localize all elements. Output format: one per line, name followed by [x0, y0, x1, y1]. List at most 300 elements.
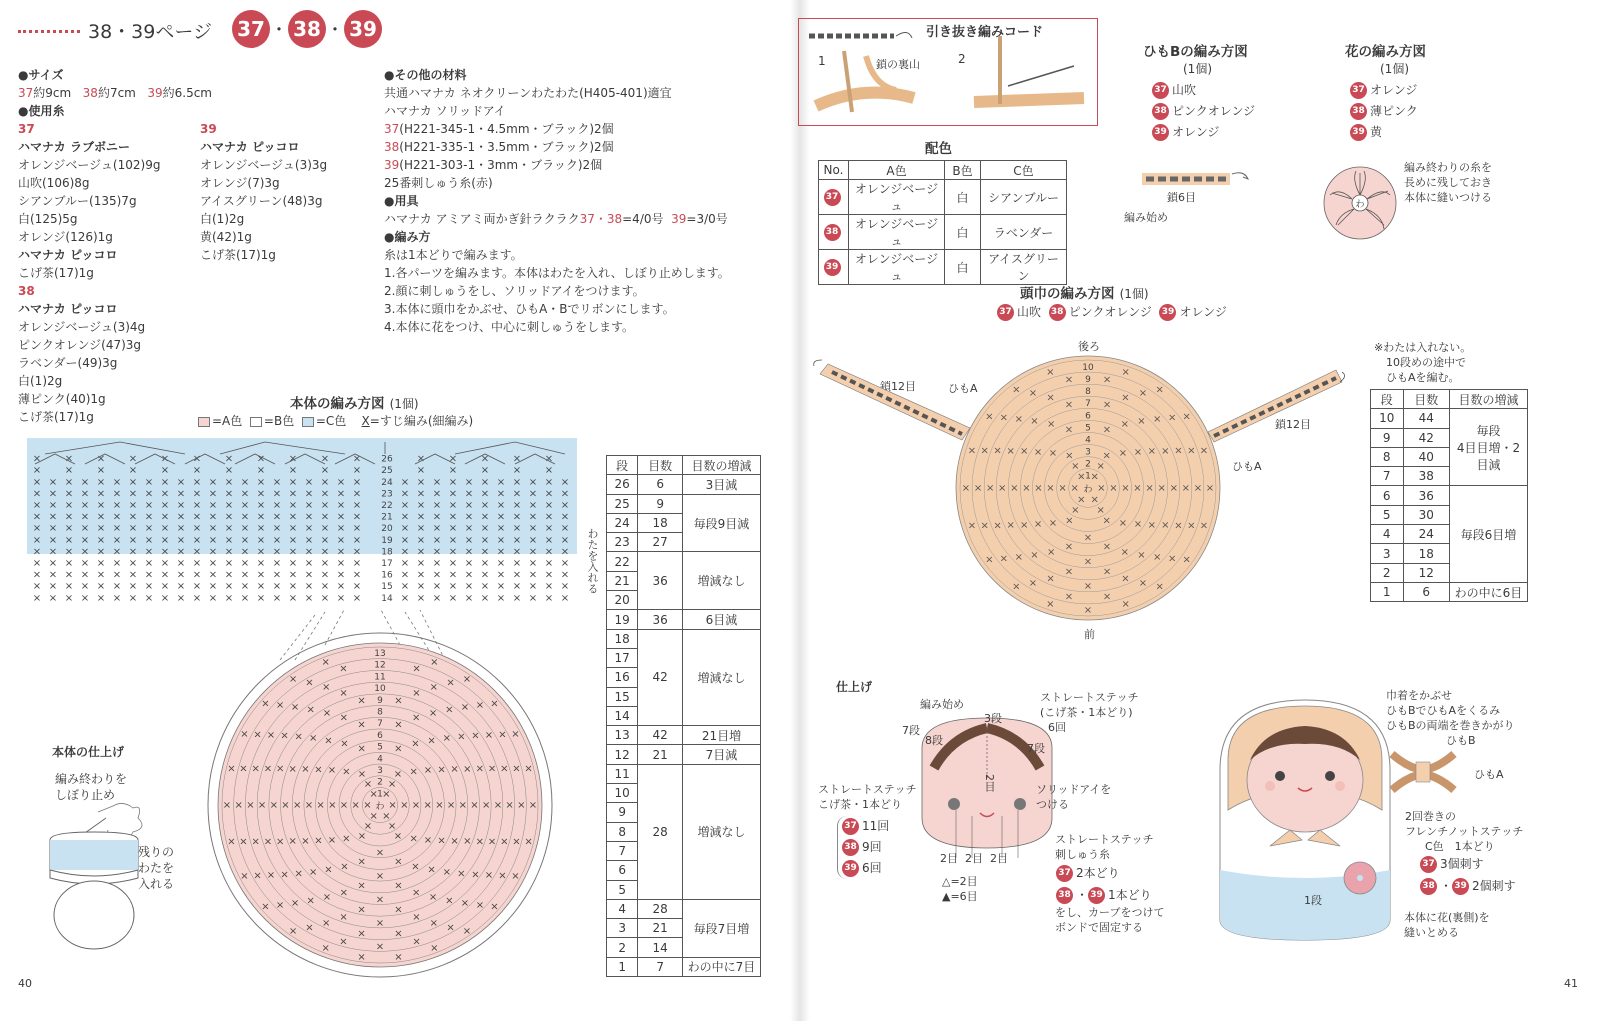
- stitch-mark: ×: [64, 558, 74, 569]
- stitch-mark: ×: [272, 488, 282, 500]
- stitch-mark: ×: [1083, 580, 1093, 592]
- stitch-mark: ×: [448, 500, 458, 511]
- stitch-mark: ×: [1181, 483, 1190, 494]
- stitch-mark: ×: [160, 569, 170, 581]
- table-cell: 2: [1371, 563, 1404, 582]
- stitch-mark: ×: [80, 500, 90, 511]
- flower-note: 編み終わりの糸を 長めに残しておき 本体に縫いつける: [1404, 161, 1492, 204]
- stitch-mark: ×: [363, 821, 373, 832]
- stitch-mark: ×: [342, 833, 351, 845]
- stitch-mark: ×: [512, 581, 522, 593]
- hood-front-label: 前: [1084, 628, 1095, 641]
- stitch-mark: ×: [208, 592, 218, 604]
- table-cell: 9: [1371, 428, 1404, 447]
- stitch-mark: ×: [1187, 520, 1196, 532]
- stitch-mark: ×: [48, 546, 58, 558]
- stitch-mark: ×: [400, 534, 410, 546]
- stitch-mark: ×: [387, 821, 397, 832]
- stitch-mark: ×: [1030, 550, 1039, 562]
- stitch-mark: ×: [482, 800, 491, 811]
- table-row: [607, 552, 761, 571]
- hood-rows-table: [1370, 389, 1528, 602]
- stitch-mark: ×: [480, 488, 490, 500]
- stitch-mark: ×: [400, 592, 410, 604]
- stitch-mark: ×: [1118, 448, 1128, 459]
- stitch-mark: ×: [336, 500, 346, 511]
- row-number: 17: [381, 559, 393, 569]
- stitch-mark: ×: [1174, 520, 1183, 532]
- stitch-mark: ×: [429, 682, 438, 694]
- table-cell: 28: [638, 764, 683, 899]
- table-row: [607, 726, 761, 745]
- stitch-mark: ×: [416, 453, 426, 465]
- stitch-mark: ×: [487, 836, 497, 848]
- stitch-mark: ×: [357, 951, 366, 963]
- stitch-mark: ×: [1083, 556, 1093, 568]
- stitch-mark: ×: [304, 534, 314, 546]
- table-cell: 36: [638, 610, 683, 629]
- stitch-mark: ×: [336, 558, 346, 569]
- stitch-mark: ×: [1048, 518, 1058, 529]
- stitch-mark: ×: [276, 763, 285, 775]
- stitch-mark: ×: [432, 581, 442, 593]
- table-cell: 20: [607, 591, 638, 610]
- face-row7-right: 7段: [1027, 742, 1045, 755]
- stitch-mark: ×: [464, 500, 474, 511]
- stitch-mark: ×: [64, 476, 74, 488]
- stitch-mark: ×: [144, 558, 154, 569]
- stitch-mark: ×: [256, 581, 266, 593]
- stitch-mark: ×: [484, 870, 494, 882]
- stitch-mark: ×: [998, 483, 1007, 494]
- stitch-mark: ×: [1014, 552, 1023, 564]
- face-stitch2: ストレートステッチ こげ茶・1本どり: [818, 783, 917, 811]
- stitch-mark: ×: [528, 511, 538, 523]
- stitch-mark: ×: [306, 704, 315, 716]
- table-cell: 38: [1403, 467, 1450, 486]
- stitch-mark: ×: [1121, 573, 1130, 585]
- stitch-mark: ×: [339, 687, 348, 699]
- stitch-mark: ×: [306, 895, 315, 907]
- stitch-mark: ×: [80, 558, 90, 569]
- stitch-mark: ×: [240, 871, 249, 883]
- stitch-mark: ×: [352, 511, 362, 523]
- table-cell: 23: [607, 533, 638, 552]
- table-cell: 1: [607, 957, 638, 976]
- stitch-mark: ×: [560, 592, 570, 604]
- stitch-mark: ×: [160, 546, 170, 558]
- body-finish-note2: 残りの わたを 入れる: [138, 845, 175, 891]
- right-page-number: 41: [1564, 977, 1578, 990]
- stitch-mark: ×: [1133, 446, 1143, 458]
- stitch-mark: ×: [528, 500, 538, 511]
- stitch-mark: ×: [446, 922, 455, 934]
- stitch-mark: ×: [363, 800, 372, 811]
- stitch-mark: ×: [339, 887, 348, 899]
- stitch-mark: ×: [280, 869, 289, 881]
- stitch-mark: ×: [240, 511, 250, 523]
- stitch-mark: ×: [1048, 448, 1058, 459]
- stitch-mark: ×: [240, 592, 250, 604]
- stitch-mark: ×: [1145, 483, 1154, 494]
- table-cell: 27: [638, 533, 683, 552]
- stitch-mark: ×: [320, 581, 330, 593]
- stitch-mark: ×: [352, 592, 362, 604]
- stitch-mark: ×: [1006, 445, 1015, 457]
- row-number: 6: [377, 730, 383, 741]
- table-cell: 5: [607, 880, 638, 899]
- stitch-mark: ×: [112, 569, 122, 581]
- stitch-mark: ×: [176, 581, 186, 593]
- stitch-mark: ×: [412, 912, 421, 924]
- stitch-mark: ×: [512, 534, 522, 546]
- cord-label: 鎖の裏山: [876, 58, 920, 71]
- stitch-mark: ×: [544, 534, 554, 546]
- table-row: [1371, 409, 1528, 428]
- table-cell: 36: [638, 552, 683, 610]
- stitch-mark: ×: [288, 546, 298, 558]
- stitch-mark: ×: [328, 800, 337, 811]
- face-row3: 3段: [984, 712, 1002, 725]
- doll-knot-counts: 37 3個刺す 38 ・ 39 2個刺す: [1420, 853, 1516, 897]
- stitch-mark: ×: [48, 534, 58, 546]
- stitch-mark: ×: [275, 899, 285, 911]
- stitch-mark: ×: [462, 925, 472, 937]
- stitch-mark: ×: [128, 453, 138, 465]
- stitch-mark: ×: [256, 523, 266, 535]
- stitch-mark: ×: [1046, 483, 1055, 494]
- stitch-mark: ×: [64, 511, 74, 523]
- stitch-mark: ×: [112, 558, 122, 569]
- stitch-mark: ×: [320, 453, 330, 465]
- stitch-mark: ×: [1121, 392, 1130, 404]
- stitch-mark: ×: [400, 523, 410, 535]
- table-row: [607, 899, 761, 918]
- stitch-mark: ×: [322, 892, 332, 903]
- stitch-mark: ×: [80, 534, 90, 546]
- stitch-mark: ×: [1010, 483, 1019, 494]
- table-header: 目数の増減: [683, 456, 761, 475]
- stitch-mark: ×: [432, 500, 442, 511]
- face-legend: △=2目 ▲=6目: [942, 875, 978, 903]
- stitch-mark: ×: [544, 569, 554, 581]
- stitch-mark: ×: [544, 476, 554, 488]
- stitch-mark: ×: [294, 868, 303, 880]
- yarn-col-37: 37 ハマナカ ラブボニー オレンジベージュ(102)9g 山吹(106)8g シアンブルー(135)7g 白(125)5g オレンジ(126)1g ハマナカ ピッコロ こげ茶(17)1g 38 ハマナカ ピッコロ オレンジベージュ(3)4g ピンクオレンジ(47)3g ラベンダー(49)3g 白(1)2g 薄ピンク(40)1g こげ茶(17)1g: [18, 122, 161, 424]
- stitch-mark: ×: [128, 500, 138, 511]
- stitch-mark: ×: [1133, 483, 1142, 494]
- table-cell: 42: [638, 629, 683, 725]
- stitch-mark: ×: [394, 719, 403, 731]
- stitch-mark: ×: [524, 836, 533, 848]
- stitch-mark: ×: [256, 546, 266, 558]
- stitch-mark: ×: [224, 558, 234, 569]
- stitch-mark: ×: [288, 925, 298, 937]
- size-heading: ●サイズ: [18, 68, 64, 82]
- hood-chain-left: 鎖12目: [880, 380, 916, 393]
- stitch-mark: ×: [352, 569, 362, 581]
- stitch-mark: ×: [544, 523, 554, 535]
- face-gaps: 2目 2目 2目: [940, 852, 1008, 865]
- stitch-mark: ×: [416, 534, 426, 546]
- row-number: 10: [1082, 363, 1094, 373]
- stitch-mark: ×: [224, 523, 234, 535]
- stitch-mark: ×: [400, 569, 410, 581]
- stitch-mark: ×: [351, 800, 360, 811]
- row-number: 23: [381, 489, 393, 500]
- string-b-chain-illustration: [1140, 168, 1255, 190]
- stitch-mark: ×: [480, 500, 490, 511]
- stitch-mark: ×: [448, 465, 458, 477]
- flower-center: わ: [1355, 200, 1365, 210]
- stitch-mark: ×: [112, 488, 122, 500]
- stitch-mark: ×: [261, 698, 270, 710]
- table-cell: 毎段7目増: [683, 899, 761, 957]
- body-side-note: わたを入れる: [586, 528, 599, 594]
- stitch-mark: ×: [1034, 483, 1043, 494]
- stitch-mark: ×: [1071, 505, 1080, 516]
- stitch-mark: ×: [48, 558, 58, 569]
- header-badge-39: 39: [344, 10, 382, 48]
- stitch-mark: ×: [240, 558, 250, 569]
- cord-step2: 2: [958, 52, 966, 66]
- stitch-mark: ×: [305, 922, 314, 934]
- stitch-mark: ×: [496, 569, 506, 581]
- stitch-mark: ×: [208, 546, 218, 558]
- stitch-mark: ×: [352, 558, 362, 569]
- stitch-mark: ×: [512, 546, 522, 558]
- stitch-mark: ×: [256, 488, 266, 500]
- stitch-mark: ×: [1012, 581, 1021, 593]
- table-cell: わの中に7目: [683, 957, 761, 976]
- stitch-mark: ×: [464, 558, 474, 569]
- stitch-mark: ×: [32, 523, 42, 535]
- stitch-mark: ×: [128, 488, 138, 500]
- stitch-mark: ×: [487, 763, 497, 775]
- table-cell: 1: [1371, 582, 1404, 601]
- stitch-mark: ×: [128, 511, 138, 523]
- stitch-mark: ×: [224, 453, 234, 465]
- table-cell: 8: [607, 822, 638, 841]
- doll-note1: 巾着をかぶせ ひもBでひもAをくるみ ひもBの両端を巻きかがり: [1386, 689, 1515, 732]
- row-number: わ: [1083, 485, 1093, 495]
- stitch-mark: ×: [1121, 483, 1130, 494]
- stitch-mark: ×: [352, 465, 362, 477]
- cord-illustration: [804, 26, 1094, 121]
- stitch-mark: ×: [369, 810, 378, 822]
- face-start: 編み始め: [920, 698, 964, 711]
- stitch-mark: ×: [352, 523, 362, 535]
- stitch-mark: ×: [304, 511, 314, 523]
- stitch-mark: ×: [1138, 578, 1148, 590]
- stitch-mark: ×: [288, 836, 297, 848]
- stitch-mark: ×: [257, 800, 267, 811]
- stitch-mark: ×: [1147, 519, 1156, 531]
- stitch-mark: ×: [1102, 374, 1112, 386]
- stitch-mark: ×: [480, 453, 490, 465]
- stitch-mark: ×: [1083, 605, 1093, 616]
- stitch-mark: ×: [320, 523, 330, 535]
- stitch-mark: ×: [112, 476, 122, 488]
- table-cell: 6目減: [683, 610, 761, 629]
- left-page-number: 40: [18, 977, 32, 990]
- stitch-mark: ×: [428, 892, 438, 903]
- table-cell: 30: [1403, 505, 1450, 524]
- stitch-mark: ×: [280, 730, 289, 742]
- stitch-mark: ×: [256, 476, 266, 488]
- stitch-mark: ×: [144, 476, 154, 488]
- stitch-mark: ×: [240, 500, 250, 511]
- stitch-mark: ×: [416, 500, 426, 511]
- stitch-mark: ×: [208, 581, 218, 593]
- stitch-mark: ×: [1199, 445, 1209, 457]
- stitch-mark: ×: [276, 836, 285, 848]
- table-cell: 18: [1403, 544, 1450, 563]
- stitch-mark: ×: [480, 511, 490, 523]
- body-finish-illustration: [38, 800, 148, 950]
- stitch-mark: ×: [321, 943, 330, 955]
- table-cell-line: 毎段: [1476, 423, 1501, 438]
- table-cell: 6: [1371, 486, 1404, 505]
- stitch-mark: ×: [253, 870, 262, 882]
- stitch-mark: ×: [560, 558, 570, 569]
- stitch-mark: ×: [48, 523, 58, 535]
- stitch-mark: ×: [336, 592, 346, 604]
- stitch-mark: ×: [560, 523, 570, 535]
- stitch-mark: ×: [64, 546, 74, 558]
- stitch-mark: ×: [450, 835, 459, 847]
- stitch-mark: ×: [512, 453, 522, 465]
- stitch-mark: ×: [442, 866, 451, 878]
- stitch-mark: ×: [112, 534, 122, 546]
- size-values: 37約9cm 38約7cm 39約6.5cm: [18, 86, 212, 100]
- stitch-mark: ×: [256, 511, 266, 523]
- body-rows-table: [606, 455, 761, 977]
- stitch-mark: ×: [144, 569, 154, 581]
- stitch-mark: ×: [272, 476, 282, 488]
- stitch-mark: ×: [498, 870, 507, 882]
- stitch-mark: ×: [208, 523, 218, 535]
- table-cell: [1450, 409, 1528, 486]
- row-number: 3: [1085, 447, 1091, 458]
- table-cell: わの中に6目: [1450, 582, 1528, 601]
- stitch-mark: ×: [457, 868, 466, 880]
- stitch-mark: ×: [96, 500, 106, 511]
- hood-colors: 37 山吹 38 ピンクオレンジ 39 オレンジ: [997, 303, 1227, 321]
- row-number: 8: [377, 707, 383, 718]
- stitch-mark: ×: [304, 523, 314, 535]
- stitch-mark: ×: [336, 523, 346, 535]
- stitch-mark: ×: [985, 411, 994, 423]
- stitch-mark: ×: [272, 558, 282, 569]
- stitch-mark: ×: [394, 856, 403, 868]
- stitch-mark: ×: [128, 546, 138, 558]
- stitch-mark: ×: [272, 534, 282, 546]
- stitch-mark: ×: [416, 546, 426, 558]
- stitch-mark: ×: [512, 592, 522, 604]
- stitch-mark: ×: [176, 511, 186, 523]
- table-cell: 4: [1371, 525, 1404, 544]
- stitch-mark: ×: [288, 511, 298, 523]
- cord-title: 引き抜き編みコード: [926, 25, 1044, 40]
- stitch-mark: ×: [320, 500, 330, 511]
- stitch-mark: ×: [322, 917, 331, 929]
- stitch-mark: ×: [288, 476, 298, 488]
- stitch-mark: ×: [112, 546, 122, 558]
- stitch-mark: ×: [528, 546, 538, 558]
- table-cell: 7: [607, 841, 638, 860]
- stitch-mark: ×: [128, 465, 138, 477]
- stitch-mark: ×: [1133, 519, 1143, 531]
- stitch-mark: ×: [64, 581, 74, 593]
- stitch-mark: ×: [301, 764, 310, 776]
- stitch-mark: ×: [48, 581, 58, 593]
- stitch-mark: ×: [496, 511, 506, 523]
- stitch-mark: ×: [464, 592, 474, 604]
- stitch-mark: ×: [301, 835, 310, 847]
- stitch-mark: ×: [112, 500, 122, 511]
- stitch-mark: ×: [394, 951, 403, 963]
- row-number: 5: [377, 742, 383, 753]
- stitch-mark: ×: [64, 592, 74, 604]
- table-cell: 11: [607, 764, 638, 783]
- stitch-mark: ×: [1168, 553, 1177, 565]
- stitch-mark: ×: [528, 534, 538, 546]
- face-stitch2-counts: 37 11回 38 9回 39 6回: [837, 816, 889, 879]
- stitch-mark: ×: [208, 488, 218, 500]
- stitch-mark: ×: [411, 861, 420, 873]
- stitch-mark: ×: [412, 712, 421, 724]
- stitch-mark: ×: [336, 476, 346, 488]
- row-number: 13: [374, 649, 386, 659]
- table-cell: 22: [607, 552, 638, 571]
- stitch-mark: ×: [339, 800, 349, 811]
- doll-flower-note: 本体に花(裏側)を 縫いとめる: [1404, 911, 1490, 939]
- stitch-mark: ×: [446, 800, 456, 811]
- stitch-mark: ×: [32, 569, 42, 581]
- stitch-mark: ×: [560, 488, 570, 500]
- stitch-mark: ×: [192, 511, 202, 523]
- stitch-mark: ×: [1155, 384, 1164, 396]
- stitch-mark: ×: [512, 488, 522, 500]
- row-number: 18: [381, 547, 393, 558]
- stitch-mark: ×: [394, 928, 403, 940]
- stitch-mark: ×: [1155, 581, 1164, 593]
- stitch-mark: ×: [480, 546, 490, 558]
- stitch-mark: ×: [980, 445, 989, 457]
- stitch-mark: ×: [430, 943, 439, 955]
- stitch-mark: ×: [224, 465, 234, 477]
- stitch-mark: ×: [281, 800, 290, 811]
- stitch-mark: ×: [288, 523, 298, 535]
- stitch-mark: ×: [80, 546, 90, 558]
- stitch-mark: ×: [208, 558, 218, 569]
- stitch-mark: ×: [324, 864, 333, 876]
- stitch-mark: ×: [160, 581, 170, 593]
- row-number: 1: [1085, 471, 1091, 482]
- table-header: 段: [1371, 390, 1404, 409]
- stitch-mark: ×: [448, 558, 458, 569]
- stitch-mark: ×: [512, 523, 522, 535]
- stitch-mark: ×: [512, 465, 522, 477]
- stitch-mark: ×: [1096, 505, 1105, 516]
- stitch-mark: ×: [266, 729, 276, 741]
- stitch-mark: ×: [1121, 367, 1130, 378]
- stitch-mark: ×: [288, 763, 297, 775]
- stitch-mark: ×: [128, 523, 138, 535]
- stitch-mark: ×: [432, 546, 442, 558]
- stitch-mark: ×: [64, 465, 74, 477]
